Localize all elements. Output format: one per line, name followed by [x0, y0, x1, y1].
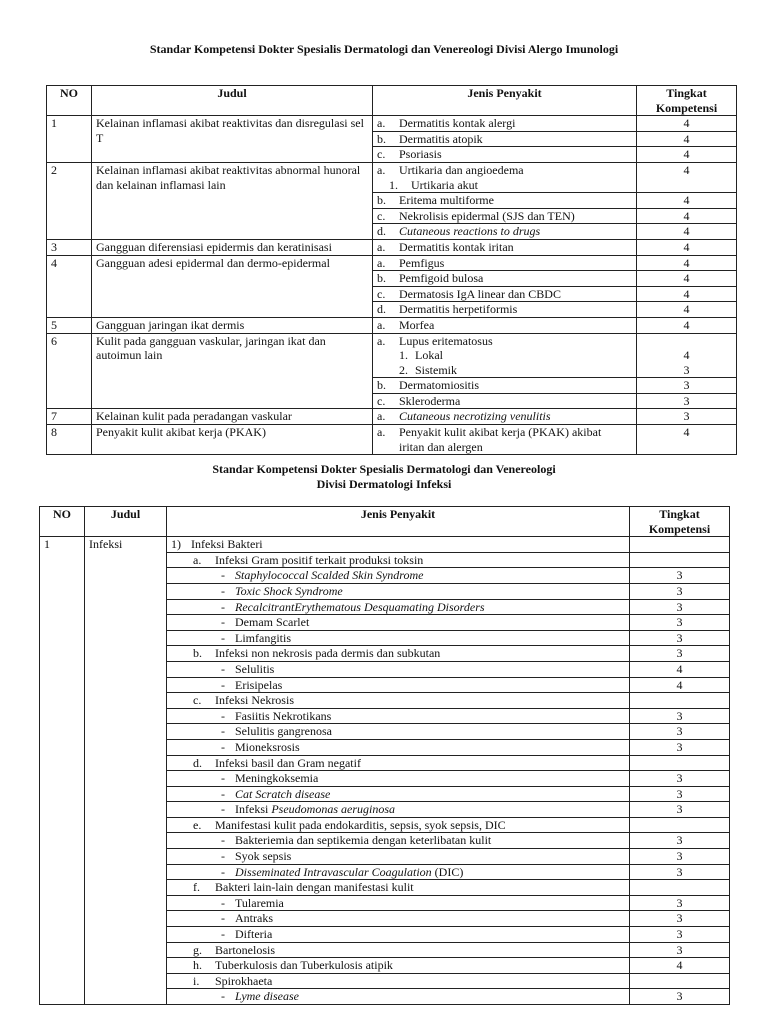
tingkat-cell: 3: [630, 864, 730, 880]
tingkat-cell: [630, 755, 730, 771]
tingkat-cell: 4: [630, 958, 730, 974]
jenis-penyakit-cell: a. Penyakit kulit akibat kerja (PKAK) akibat iritan dan alergen: [373, 425, 637, 455]
row-judul: Kulit pada gangguan vaskular, jaringan ikat dan autoimun lain: [92, 333, 373, 409]
jenis-penyakit-cell: - Meningkoksemia: [167, 771, 630, 787]
tingkat-cell: 4: [637, 208, 737, 224]
tingkat-cell: 4: [637, 255, 737, 271]
jenis-penyakit-cell: - Selulitis: [167, 661, 630, 677]
tingkat-cell: [630, 880, 730, 896]
header-judul: Judul: [85, 507, 167, 537]
row-judul: Infeksi: [85, 537, 167, 1005]
jenis-penyakit-cell: c. Skleroderma: [373, 393, 637, 409]
row-number: 1: [47, 116, 92, 163]
table-row: [47, 409, 737, 425]
tingkat-cell: 4: [637, 317, 737, 333]
jenis-penyakit-cell: a. Lupus eritematosus 1. Lokal 2. Sistemik: [373, 333, 637, 378]
jenis-penyakit-cell: e. Manifestasi kulit pada endokarditis, sepsis, syok sepsis, DIC: [167, 817, 630, 833]
section2-title-line2: Divisi Dermatologi Infeksi: [316, 477, 452, 491]
tingkat-cell: 3: [630, 989, 730, 1005]
table-header-row: [47, 86, 737, 116]
tingkat-cell: [630, 537, 730, 553]
tingkat-cell: 3: [630, 802, 730, 818]
jenis-penyakit-cell: - Staphylococcal Scalded Skin Syndrome: [167, 568, 630, 584]
jenis-penyakit-cell: g. Bartonelosis: [167, 942, 630, 958]
jenis-penyakit-cell: - Difteria: [167, 927, 630, 943]
tingkat-cell: 4: [637, 425, 737, 455]
tingkat-cell: 3: [630, 771, 730, 787]
tingkat-cell: 3: [637, 378, 737, 394]
jenis-penyakit-cell: - Selulitis gangrenosa: [167, 724, 630, 740]
jenis-penyakit-cell: b. Eritema multiforme: [373, 193, 637, 209]
jenis-penyakit-cell: - RecalcitrantErythematous Desquamating Disorders: [167, 599, 630, 615]
table-row: [47, 162, 737, 192]
table-row: [40, 537, 730, 553]
tingkat-cell: 4: [637, 131, 737, 147]
table-row: [47, 333, 737, 378]
jenis-penyakit-cell: 1) Infeksi Bakteri: [167, 537, 630, 553]
jenis-penyakit-cell: d. Dermatitis herpetiformis: [373, 302, 637, 318]
tingkat-cell: 3: [630, 724, 730, 740]
jenis-penyakit-cell: b. Infeksi non nekrosis pada dermis dan subkutan: [167, 646, 630, 662]
row-number: 3: [47, 239, 92, 255]
tingkat-cell: 3: [637, 393, 737, 409]
row-judul: Kelainan kulit pada peradangan vaskular: [92, 409, 373, 425]
jenis-penyakit-cell: c. Infeksi Nekrosis: [167, 693, 630, 709]
row-number: 7: [47, 409, 92, 425]
header-no: NO: [40, 507, 85, 537]
tingkat-cell: 3: [630, 927, 730, 943]
jenis-penyakit-cell: - Mioneksrosis: [167, 739, 630, 755]
alergo-imunologi-table: [46, 85, 737, 455]
tingkat-cell: 3: [630, 568, 730, 584]
tingkat-cell: 3: [630, 739, 730, 755]
tingkat-cell: 4: [637, 302, 737, 318]
jenis-penyakit-cell: c. Psoriasis: [373, 147, 637, 163]
jenis-penyakit-cell: b. Pemfigoid bulosa: [373, 271, 637, 287]
tingkat-cell: [630, 817, 730, 833]
tingkat-cell: 3: [637, 409, 737, 425]
jenis-penyakit-cell: - Lyme disease: [167, 989, 630, 1005]
jenis-penyakit-cell: f. Bakteri lain-lain dengan manifestasi kulit: [167, 880, 630, 896]
jenis-penyakit-cell: - Cat Scratch disease: [167, 786, 630, 802]
header-judul: Judul: [92, 86, 373, 116]
table-row: [47, 255, 737, 271]
jenis-penyakit-cell: a. Urtikaria dan angioedema 1. Urtikaria akut: [373, 162, 637, 192]
tingkat-cell: [630, 552, 730, 568]
tingkat-cell: 4: [637, 116, 737, 132]
tingkat-cell: 3: [630, 849, 730, 865]
jenis-penyakit-cell: - Disseminated Intravascular Coagulation (DIC): [167, 864, 630, 880]
jenis-penyakit-cell: a. Cutaneous necrotizing venulitis: [373, 409, 637, 425]
row-judul: Gangguan diferensiasi epidermis dan keratinisasi: [92, 239, 373, 255]
jenis-penyakit-cell: b. Dermatomiositis: [373, 378, 637, 394]
row-number: 2: [47, 162, 92, 239]
tingkat-cell: 4: [637, 193, 737, 209]
tingkat-cell: 4: [637, 271, 737, 287]
tingkat-cell: 4: [630, 661, 730, 677]
tingkat-cell: 4: [630, 677, 730, 693]
table-header-row: [40, 507, 730, 537]
tingkat-cell: 3: [630, 895, 730, 911]
tingkat-cell: 3: [630, 911, 730, 927]
jenis-penyakit-cell: - Fasiitis Nekrotikans: [167, 708, 630, 724]
header-tingkat: Tingkat Kompetensi: [630, 507, 730, 537]
table-row: [47, 239, 737, 255]
tingkat-cell: 4 3: [637, 333, 737, 378]
jenis-penyakit-cell: a. Infeksi Gram positif terkait produksi toksin: [167, 552, 630, 568]
section1-title: Standar Kompetensi Dokter Spesialis Dermatologi dan Venereologi Divisi Alergo Imunologi: [149, 42, 619, 56]
row-number: 5: [47, 317, 92, 333]
header-no: NO: [47, 86, 92, 116]
jenis-penyakit-cell: - Infeksi Pseudomonas aeruginosa: [167, 802, 630, 818]
tingkat-cell: 4: [637, 162, 737, 192]
jenis-penyakit-cell: - Limfangitis: [167, 630, 630, 646]
table-row: [47, 317, 737, 333]
jenis-penyakit-cell: a. Dermatitis kontak iritan: [373, 239, 637, 255]
tingkat-cell: 4: [637, 224, 737, 240]
tingkat-cell: 3: [630, 833, 730, 849]
jenis-penyakit-cell: - Syok sepsis: [167, 849, 630, 865]
tingkat-cell: 3: [630, 786, 730, 802]
jenis-penyakit-cell: d. Cutaneous reactions to drugs: [373, 224, 637, 240]
jenis-penyakit-cell: - Antraks: [167, 911, 630, 927]
dermatologi-infeksi-table: [39, 506, 730, 1005]
jenis-penyakit-cell: h. Tuberkulosis dan Tuberkulosis atipik: [167, 958, 630, 974]
row-number: 8: [47, 425, 92, 455]
jenis-penyakit-cell: - Demam Scarlet: [167, 615, 630, 631]
header-jenis: Jenis Penyakit: [373, 86, 637, 116]
jenis-penyakit-cell: - Tularemia: [167, 895, 630, 911]
jenis-penyakit-cell: i. Spirokhaeta: [167, 973, 630, 989]
row-number: 4: [47, 255, 92, 317]
jenis-penyakit-cell: - Toxic Shock Syndrome: [167, 583, 630, 599]
row-judul: Kelainan inflamasi akibat reaktivitas dan disregulasi sel T: [92, 116, 373, 163]
header-tingkat: Tingkat Kompetensi: [637, 86, 737, 116]
tingkat-cell: 3: [630, 615, 730, 631]
section2-title-line1: Standar Kompetensi Dokter Spesialis Dermatologi dan Venereologi: [212, 462, 556, 476]
jenis-penyakit-cell: d. Infeksi basil dan Gram negatif: [167, 755, 630, 771]
header-jenis: Jenis Penyakit: [167, 507, 630, 537]
jenis-penyakit-cell: a. Dermatitis kontak alergi: [373, 116, 637, 132]
row-judul: Gangguan jaringan ikat dermis: [92, 317, 373, 333]
row-judul: Gangguan adesi epidermal dan dermo-epidermal: [92, 255, 373, 317]
tingkat-cell: 4: [637, 286, 737, 302]
jenis-penyakit-cell: - Erisipelas: [167, 677, 630, 693]
jenis-penyakit-cell: a. Pemfigus: [373, 255, 637, 271]
table-row: [47, 425, 737, 455]
row-number: 6: [47, 333, 92, 409]
tingkat-cell: 3: [630, 583, 730, 599]
tingkat-cell: 3: [630, 942, 730, 958]
row-number: 1: [40, 537, 85, 1005]
tingkat-cell: [630, 693, 730, 709]
row-judul: Penyakit kulit akibat kerja (PKAK): [92, 425, 373, 455]
tingkat-cell: 4: [637, 147, 737, 163]
jenis-penyakit-cell: c. Nekrolisis epidermal (SJS dan TEN): [373, 208, 637, 224]
table-row: [47, 116, 737, 132]
jenis-penyakit-cell: a. Morfea: [373, 317, 637, 333]
tingkat-cell: [630, 973, 730, 989]
jenis-penyakit-cell: b. Dermatitis atopik: [373, 131, 637, 147]
row-judul: Kelainan inflamasi akibat reaktivitas abnormal hunoral dan kelainan inflamasi lain: [92, 162, 373, 239]
tingkat-cell: 3: [630, 599, 730, 615]
jenis-penyakit-cell: c. Dermatosis IgA linear dan CBDC: [373, 286, 637, 302]
tingkat-cell: 3: [630, 708, 730, 724]
tingkat-cell: 3: [630, 646, 730, 662]
tingkat-cell: 3: [630, 630, 730, 646]
tingkat-cell: 4: [637, 239, 737, 255]
jenis-penyakit-cell: - Bakteriemia dan septikemia dengan keterlibatan kulit: [167, 833, 630, 849]
